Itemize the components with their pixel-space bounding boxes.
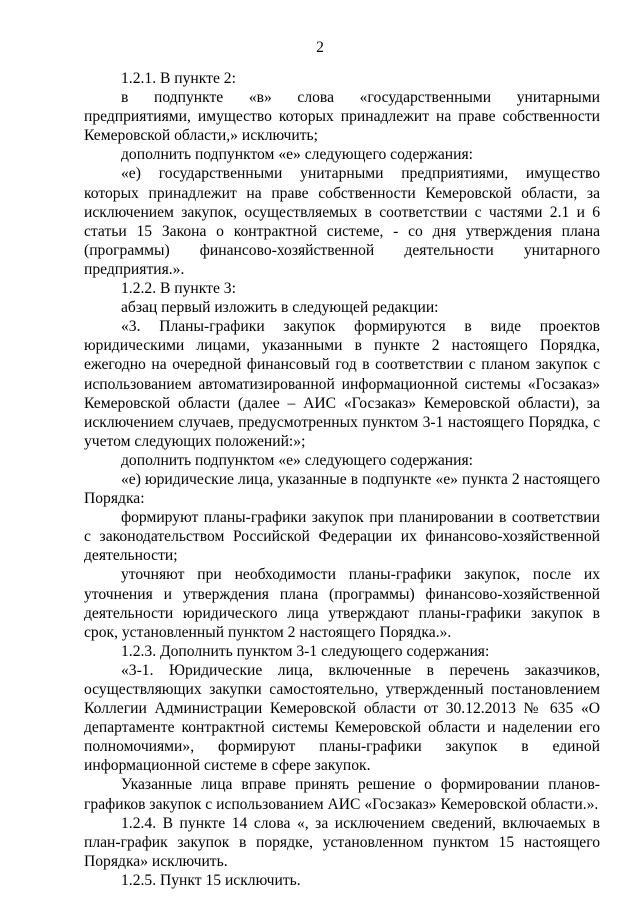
paragraph-1-2-2: 1.2.2. В пункте 3: <box>121 280 236 298</box>
paragraph-subpoint-v-amendment: в подпункте «в» слова «государственными унитарными предприятиями, имущество которых принадлежит на праве собственности Кемеровской области,» исключить; <box>84 89 600 145</box>
paragraph-1-2-5: 1.2.5. Пункт 15 исключить. <box>121 871 301 889</box>
paragraph-1-2-4: 1.2.4. В пункте 14 слова «, за исключением сведений, включаемых в план-график закупок в порядке, установленном пунктом 15 настоящего Порядка» исключить. <box>84 814 600 870</box>
paragraph-form-plans: формируют планы-графики закупок при планировании в соответствии с законодательством Российской Федерации их финансово-хозяйственной деятельности; <box>84 509 600 565</box>
document-body <box>84 69 600 890</box>
paragraph-point-3-text: «3. Планы-графики закупок формируются в виде проектов юридическими лицами, указанными в пункте 2 настоящего Порядка, ежегодно на очередной финансовый год в соответствии с планом закупок с использованием автоматизированной информационной системы «Госзаказ» Кемеровской области (далее – АИС «Госзаказ» Кемеровской области), за исключением случаев, предусмотренных пунктом 3-1 настоящего Порядка, с учетом следующих положений:»; <box>84 318 600 450</box>
paragraph-1-2-1: 1.2.1. В пункте 2: <box>121 70 236 87</box>
page-number: 2 <box>316 39 324 56</box>
paragraph-subpoint-e-legal-entities: «е) юридические лица, указанные в подпункте «е» пункта 2 настоящего Порядка: <box>84 470 600 508</box>
paragraph-refine-plans: уточняют при необходимости планы-графики закупок, после их уточнения и утверждения плана (программы) финансово-хозяйственной деятельности юридического лица утверждают планы-графики закупок в срок, установленный пунктом 2 настоящего Порядка.». <box>84 566 600 641</box>
paragraph-add-subpoint-e-2: дополнить подпунктом «е» следующего содержания: <box>121 451 473 469</box>
paragraph-1-2-3: 1.2.3. Дополнить пунктом 3-1 следующего содержания: <box>121 642 490 660</box>
paragraph-point-3-1-text: «3-1. Юридические лица, включенные в перечень заказчиков, осуществляющих закупки самостоятельно, утвержденный постановлением Коллегии Администрации Кемеровской области от 30.12.2013 № 635 «О департаменте контрактной системы Кемеровской области и наделении его полномочиями», формируют планы-графики закупок в единой информационной системе в сфере закупок. <box>84 661 600 775</box>
paragraph-specified-persons: Указанные лица вправе принять решение о формировании планов-графиков закупок с использованием АИС «Госзаказ» Кемеровской области.». <box>84 776 600 813</box>
paragraph-subpoint-e-text: «е) государственными унитарными предприятиями, имущество которых принадлежит на праве собственности Кемеровской области, за исключением закупок, осуществляемых в соответствии с частями 2.1 и 6 статьи 15 Закона о контрактной системе, - со дня утверждения плана (программы) финансово-хозяйственной деятельности унитарного предприятия.». <box>84 165 600 278</box>
paragraph-first-abzac-redaction: абзац первый изложить в следующей редакции: <box>121 299 439 317</box>
paragraph-add-subpoint-e: дополнить подпунктом «е» следующего содержания: <box>121 146 473 164</box>
